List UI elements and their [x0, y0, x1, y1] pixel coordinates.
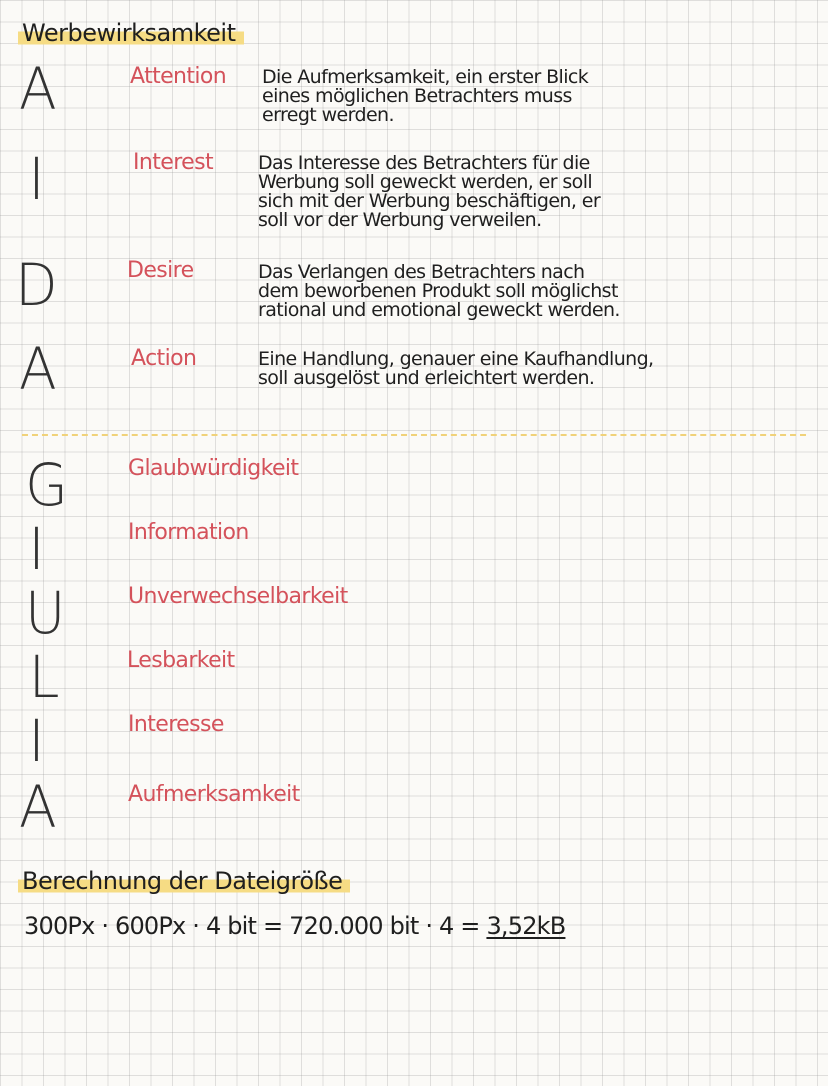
desc-line: soll ausgelöst und erleichtert werden.: [258, 367, 595, 389]
giulia-term: Aufmerksamkeit: [128, 782, 300, 807]
aida-term-interest: Interest: [133, 150, 213, 175]
desc-line: sich mit der Werbung beschäftigen, er: [258, 190, 601, 212]
desc-line: dem beworbenen Produkt soll möglichst: [258, 280, 618, 302]
giulia-term: Unverwechselbarkeit: [128, 584, 348, 609]
giulia-letter-i2: I: [28, 707, 45, 775]
desc-line: Die Aufmerksamkeit, ein erster Blick: [262, 66, 589, 88]
aida-desc-attention: [262, 68, 588, 125]
aida-letter-a2: A: [18, 335, 57, 403]
formula-result: 3,52kB: [486, 912, 566, 940]
aida-desc-interest: [258, 154, 600, 230]
aida-desc-desire: [258, 263, 620, 320]
desc-line: Werbung soll geweckt werden, er soll: [258, 171, 593, 193]
desc-line: eines möglichen Betrachters muss: [262, 85, 572, 107]
giulia-letter-a: A: [18, 773, 57, 841]
calc-formula: [24, 912, 565, 940]
desc-line: Eine Handlung, genauer eine Kaufhandlung,: [258, 348, 654, 370]
desc-line: Das Verlangen des Betrachters nach: [258, 261, 585, 283]
aida-letter-i: I: [28, 145, 45, 213]
giulia-letter-u: U: [25, 579, 66, 647]
desc-line: Das Interesse des Betrachters für die: [258, 152, 590, 174]
giulia-letter-g: G: [25, 451, 68, 519]
desc-line: rational und emotional geweckt werden.: [258, 299, 620, 321]
calc-heading: Berechnung der Dateigröße: [18, 866, 350, 896]
aida-letter-a: A: [18, 55, 57, 123]
aida-letter-d: D: [15, 251, 58, 319]
aida-term-action: Action: [131, 346, 197, 371]
giulia-term: Glaubwürdigkeit: [128, 456, 299, 481]
giulia-letter-l: L: [28, 643, 60, 711]
formula-text: 300Px · 600Px · 4 bit = 720.000 bit · 4 =: [24, 912, 487, 940]
aida-term-desire: Desire: [127, 258, 194, 283]
desc-line: soll vor der Werbung verweilen.: [258, 209, 542, 231]
giulia-term: Lesbarkeit: [127, 648, 235, 673]
page-title: Werbewirksamkeit: [18, 18, 244, 48]
desc-line: erregt werden.: [262, 104, 394, 126]
section-divider: [22, 434, 806, 436]
giulia-term: Information: [128, 520, 249, 545]
giulia-term: Interesse: [128, 712, 224, 737]
giulia-letter-i: I: [28, 515, 45, 583]
aida-desc-action: [258, 350, 654, 388]
aida-term-attention: Attention: [130, 64, 227, 89]
